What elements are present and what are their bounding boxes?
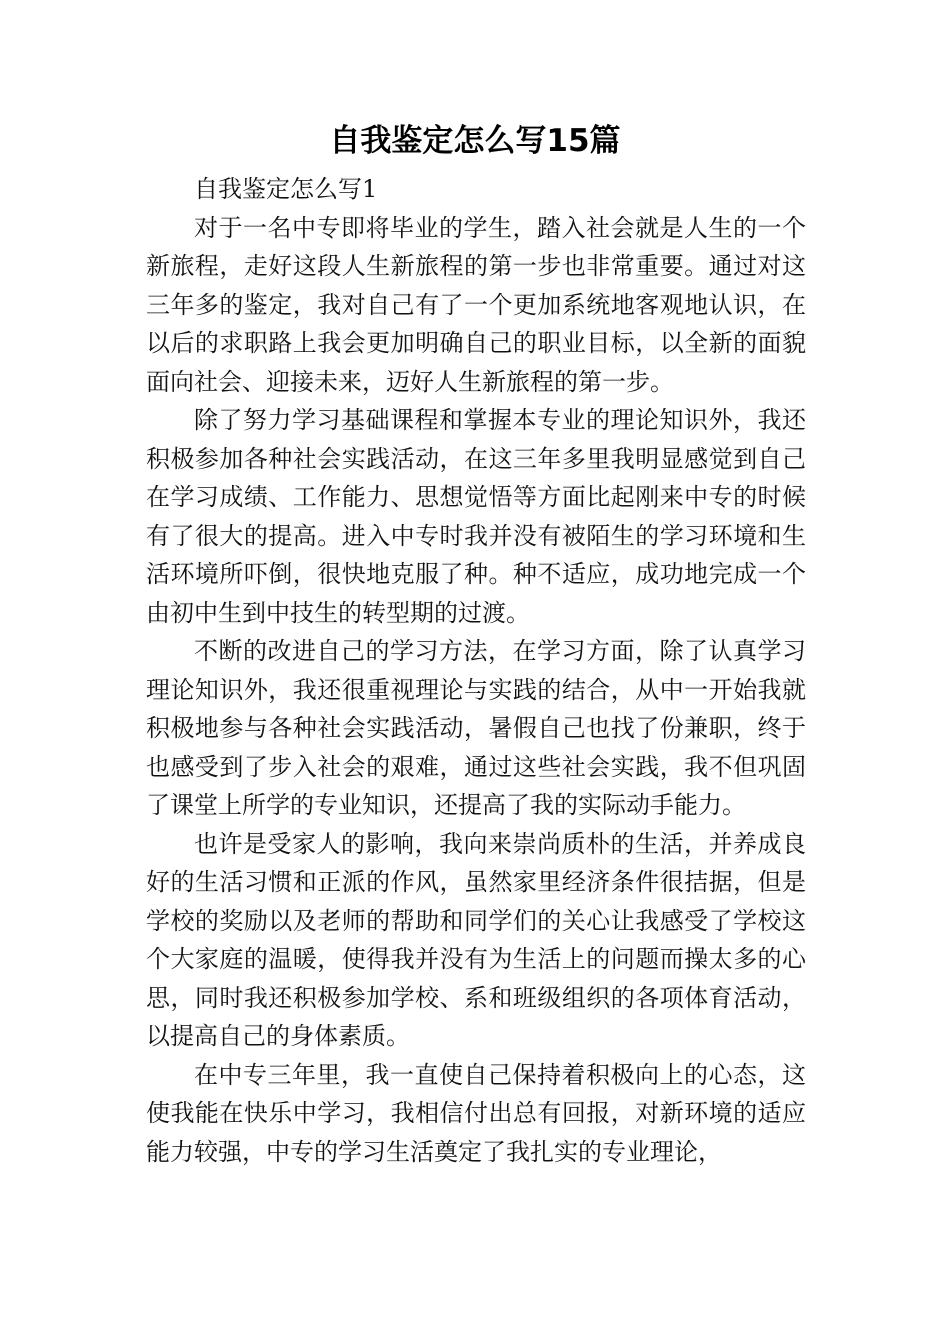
paragraph-5: 在中专三年里，我一直使自己保持着积极向上的心态，这使我能在快乐中学习，我相信付出总有回报，对新环境的适应能力较强，中专的学习生活奠定了我扎实的专业理论，: [146, 1060, 806, 1166]
paragraph-4: 也许是受家人的影响，我向来崇尚质朴的生活，并养成良好的生活习惯和正派的作风，虽然家里经济条件很拮据，但是学校的奖励以及老师的帮助和同学们的关心让我感受了学校这个大家庭的温暖，使得我并没有为生活上的问题而操太多的心思，同时我还积极参加学校、系和班级组织的各项体育活动，以提高自己的身体素质。: [146, 829, 806, 1050]
paragraph-1: 对于一名中专即将毕业的学生，踏入社会就是人生的一个新旅程，走好这段人生新旅程的第一步也非常重要。通过对这三年多的鉴定，我对自己有了一个更加系统地客观地认识，在以后的求职路上我会更加明确自己的职业目标，以全新的面貌面向社会、迎接未来，迈好人生新旅程的第一步。: [146, 213, 806, 396]
paragraph-2: 除了努力学习基础课程和掌握本专业的理论知识外，我还积极参加各种社会实践活动，在这三年多里我明显感觉到自己在学习成绩、工作能力、思想觉悟等方面比起刚来中专的时候有了很大的提高。进入中专时我并没有被陌生的学习环境和生活环境所吓倒，很快地克服了种。种不适应，成功地完成一个由初中生到中技生的转型期的过渡。: [146, 406, 806, 627]
document-body: [146, 170, 806, 1171]
paragraph-3: 不断的改进自己的学习方法，在学习方面，除了认真学习理论知识外，我还很重视理论与实践的结合，从中一开始我就积极地参与各种社会实践活动，暑假自己也找了份兼职，终于也感受到了步入社会的艰难，通过这些社会实践，我不但巩固了课堂上所学的专业知识，还提高了我的实际动手能力。: [146, 637, 806, 819]
document-title: 自我鉴定怎么写15篇: [329, 123, 621, 159]
section-heading: 自我鉴定怎么写1: [194, 175, 378, 203]
